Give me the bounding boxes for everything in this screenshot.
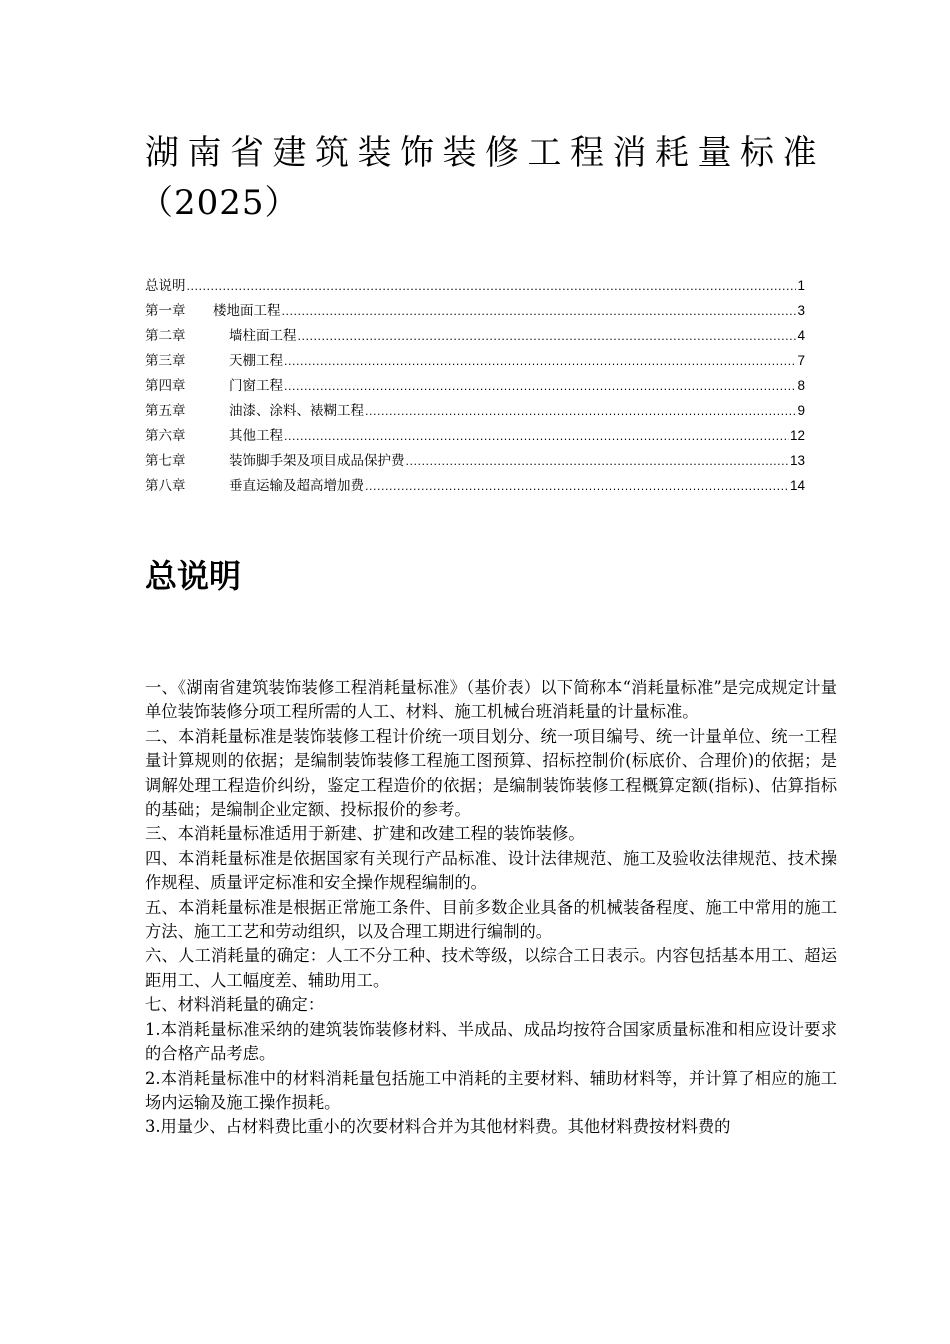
toc-entry[interactable] bbox=[145, 323, 805, 348]
toc-chapter-name: 其他工程 bbox=[229, 428, 283, 444]
toc-page-number: 3 bbox=[797, 303, 805, 318]
toc-leader bbox=[298, 324, 797, 349]
toc-chapter-name: 装饰脚手架及项目成品保护费 bbox=[229, 453, 405, 469]
toc-chapter: 第三章 bbox=[145, 353, 186, 369]
toc-entry[interactable] bbox=[145, 398, 805, 423]
toc-chapter-name: 楼地面工程 bbox=[213, 303, 281, 319]
toc-leader bbox=[365, 474, 789, 499]
toc-chapter-name: 垂直运输及超高增加费 bbox=[229, 478, 364, 494]
section-heading: 总说明 bbox=[145, 557, 242, 595]
toc-chapter: 总说明 bbox=[145, 278, 186, 294]
paragraph: 七、材料消耗量的确定： bbox=[145, 995, 325, 1015]
toc-page-number: 8 bbox=[797, 378, 805, 393]
toc-chapter: 第七章 bbox=[145, 453, 186, 469]
paragraph: 1.本消耗量标准采纳的建筑装饰装修材料、半成品、成品均按符合国家质量标准和相应设计要求的合格产品考虑。 bbox=[145, 1019, 837, 1064]
toc-leader bbox=[284, 349, 796, 374]
toc-page-number: 9 bbox=[797, 403, 805, 418]
paragraph: 2.本消耗量标准中的材料消耗量包括施工中消耗的主要材料、辅助材料等，并计算了相应的施工场内运输及施工操作损耗。 bbox=[145, 1068, 837, 1112]
paragraph: 3.用量少、占材料费比重小的次要材料合并为其他材料费。其他材料费按材料费的 bbox=[145, 1117, 731, 1137]
document-title-main: 湖南省建筑装饰装修工程消耗量标准 bbox=[145, 133, 825, 173]
toc-leader bbox=[284, 374, 796, 399]
toc-leader bbox=[406, 449, 789, 474]
toc-chapter-name: 门窗工程 bbox=[229, 378, 283, 394]
toc-page-number: 7 bbox=[797, 353, 805, 368]
toc-page-number: 14 bbox=[789, 478, 805, 493]
toc-entry[interactable] bbox=[145, 423, 805, 448]
toc-entry[interactable] bbox=[145, 298, 805, 323]
paragraph: 五、本消耗量标准是根据正常施工条件、目前多数企业具备的机械装备程度、施工中常用的施工方法、施工工艺和劳动组织，以及合理工期进行编制的。 bbox=[145, 897, 837, 942]
section-body bbox=[145, 676, 837, 1140]
toc-leader bbox=[187, 274, 797, 299]
paragraph: 四、本消耗量标准是依据国家有关现行产品标准、设计法律规范、施工及验收法律规范、技术操作规程、质量评定标准和安全操作规程编制的。 bbox=[145, 848, 837, 893]
paragraph: 六、人工消耗量的确定：人工不分工种、技术等级，以综合工日表示。内容包括基本用工、超运距用工、人工幅度差、辅助用工。 bbox=[145, 946, 837, 990]
toc-leader bbox=[282, 299, 797, 324]
paragraph: 一、《湖南省建筑装饰装修工程消耗量标准》（基价表）以下简称本“消耗量标准”是完成规定计量单位装饰装修分项工程所需的人工、材料、施工机械台班消耗量的计量标准。 bbox=[145, 678, 837, 722]
toc-entry[interactable] bbox=[145, 373, 805, 398]
toc-entry[interactable] bbox=[145, 473, 805, 498]
document-title-year: （2025） bbox=[139, 183, 300, 223]
document-title bbox=[139, 128, 845, 228]
paragraph: 三、本消耗量标准适用于新建、扩建和改建工程的装饰装修。 bbox=[145, 824, 585, 844]
toc-page-number: 13 bbox=[789, 453, 805, 468]
toc-page-number: 1 bbox=[797, 278, 805, 293]
toc-chapter-name: 墙柱面工程 bbox=[229, 328, 297, 344]
toc-chapter: 第六章 bbox=[145, 428, 186, 444]
toc-page-number: 12 bbox=[789, 428, 805, 443]
toc-entry[interactable] bbox=[145, 273, 805, 298]
toc-leader bbox=[365, 399, 796, 424]
toc-chapter: 第二章 bbox=[145, 328, 186, 344]
toc-chapter: 第四章 bbox=[145, 378, 186, 394]
toc-page-number: 4 bbox=[797, 328, 805, 343]
toc-chapter: 第一章 bbox=[145, 303, 186, 319]
toc-leader bbox=[284, 424, 789, 449]
paragraph: 二、本消耗量标准是装饰装修工程计价统一项目划分、统一项目编号、统一计量单位、统一工程量计算规则的依据；是编制装饰装修工程施工图预算、招标控制价(标底价、合理价)的依据；是调解处理工程造价纠纷，鉴定工程造价的依据；是编制装饰装修工程概算定额(指标)、估算指标的基础；是编制企业定额、投标报价的参考。 bbox=[145, 726, 837, 820]
toc-chapter: 第五章 bbox=[145, 403, 186, 419]
toc-chapter-name: 天棚工程 bbox=[229, 353, 283, 369]
toc-chapter-name: 油漆、涂料、裱糊工程 bbox=[229, 403, 364, 419]
table-of-contents bbox=[145, 273, 805, 498]
toc-entry[interactable] bbox=[145, 348, 805, 373]
toc-chapter: 第八章 bbox=[145, 478, 186, 494]
toc-entry[interactable] bbox=[145, 448, 805, 473]
